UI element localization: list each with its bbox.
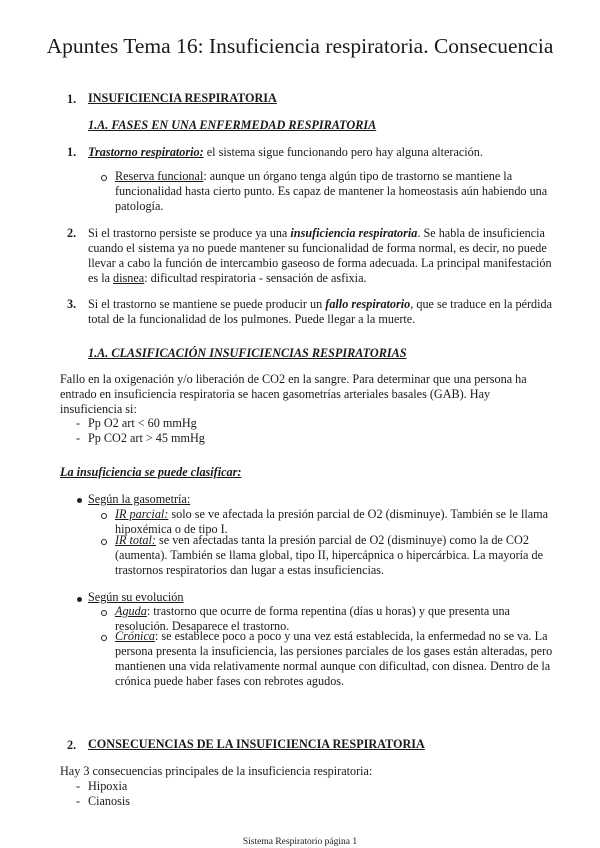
dash-bullet: -	[76, 794, 81, 808]
list-item-line: es la disnea: dificultad respiratoria - sensación de asfixia.	[88, 271, 367, 285]
list-item: Pp CO2 art > 45 mmHg	[88, 431, 205, 445]
sub-item-line: patología.	[115, 199, 164, 213]
section-number: 1.	[67, 92, 77, 106]
list-number: 2.	[67, 226, 77, 240]
dash-bullet: -	[76, 431, 81, 445]
sub-item-line: crónica puede haber fases con rebrotes agudos.	[115, 674, 345, 688]
dash-bullet: -	[76, 779, 81, 793]
list-item: Según la gasometría:	[88, 492, 191, 506]
circle-bullet-icon	[101, 175, 107, 181]
paragraph-line: Fallo en la oxigenación y/o liberación de CO2 en la sangre. Para determinar que una persona ha	[60, 372, 527, 386]
list-item: Trastorno respiratorio: el sistema sigue funcionando pero hay alguna alteración.	[88, 145, 483, 159]
sub-item-line: funcionalidad hasta cierto punto. Es capaz de mantener la homeostasis aún habiendo una	[115, 184, 548, 198]
sub-item-line: resolución. Desaparece el trastorno.	[115, 619, 290, 633]
paragraph-line: entrado en insuficiencia respiratoria se hacen gasometrías arteriales basales (GAB). Hay	[60, 387, 491, 401]
sub-item-line: (aumenta). También se llama global, tipo II, hipercápnica o hipercárbica. La mayoría de	[115, 548, 544, 562]
sub-item-line: persona presenta la insuficiencia, las persiones parciales de los gases están alteradas, pero	[115, 644, 553, 658]
sub-item-line: hipoxémica o de tipo I.	[115, 522, 228, 536]
subsection-heading: 1.A. CLASIFICACIÓN INSUFICIENCIAS RESPIRATORIAS	[88, 346, 407, 360]
list-item: Cianosis	[88, 794, 130, 808]
list-number: 3.	[67, 297, 77, 311]
subsection-heading: 1.A. FASES EN UNA ENFERMEDAD RESPIRATORIA	[88, 118, 377, 132]
circle-bullet-icon	[101, 539, 107, 545]
sub-item: IR total: se ven afectadas tanta la presión parcial de O2 (disminuye) como la de CO2	[115, 533, 529, 547]
circle-bullet-icon	[101, 513, 107, 519]
bullet-icon	[77, 498, 82, 503]
sub-item-line: trastornos respiratorios dan lugar a estas insuficiencias.	[115, 563, 385, 577]
list-item: Si el trastorno se mantiene se puede producir un fallo respiratorio, que se traduce en la pérdida	[88, 297, 553, 311]
list-item: Hipoxia	[88, 779, 128, 793]
sub-item: Reserva funcional: aunque un órgano tenga algún tipo de trastorno se mantiene la	[115, 169, 513, 183]
bullet-icon	[77, 597, 82, 602]
page-footer: Sistema Respiratorio página 1	[242, 837, 358, 847]
section-heading: INSUFICIENCIA RESPIRATORIA	[88, 91, 277, 105]
sub-item: IR parcial: solo se ve afectada la presión parcial de O2 (disminuye). También se le llama	[115, 507, 549, 521]
list-item-line: llevar a cabo la función de intercambio gaseoso de forma adecuada. La principal manifestación	[88, 256, 552, 270]
list-item: Pp O2 art < 60 mmHg	[88, 416, 197, 430]
paragraph-line: Hay 3 consecuencias principales de la insuficiencia respiratoria:	[60, 764, 373, 778]
list-item: Si el trastorno persiste se produce ya una insuficiencia respiratoria. Se habla de insuficiencia	[88, 226, 545, 240]
circle-bullet-icon	[101, 610, 107, 616]
page-title: Apuntes Tema 16: Insuficiencia respiratoria. Consecuencia	[46, 34, 554, 58]
list-item: Según su evolución	[88, 590, 184, 604]
sub-item: Crónica: se establece poco a poco y una vez está establecida, la enfermedad no se va. La	[115, 629, 548, 643]
sub-item: Aguda: trastorno que ocurre de forma repentina (días u horas) y que presenta una	[115, 604, 510, 618]
section-heading: CONSECUENCIAS DE LA INSUFICIENCIA RESPIRATORIA	[88, 737, 425, 751]
list-number: 1.	[67, 145, 77, 159]
classify-heading: La insuficiencia se puede clasificar:	[60, 465, 242, 479]
paragraph-line: insuficiencia si:	[60, 402, 137, 416]
term: Trastorno respiratorio:	[88, 145, 204, 159]
dash-bullet: -	[76, 416, 81, 430]
list-item-line: total de la funcionalidad de los pulmones. Puede llegar a la muerte.	[88, 312, 416, 326]
section-number: 2.	[67, 738, 77, 752]
sub-item-line: mantienen una vida relativamente normal aunque con dificultad, con disnea. Dentro de la	[115, 659, 551, 673]
circle-bullet-icon	[101, 635, 107, 641]
list-item-line: cuando el sistema ya no puede mantener su funcionalidad de forma normal, es decir, no puede	[88, 241, 547, 255]
